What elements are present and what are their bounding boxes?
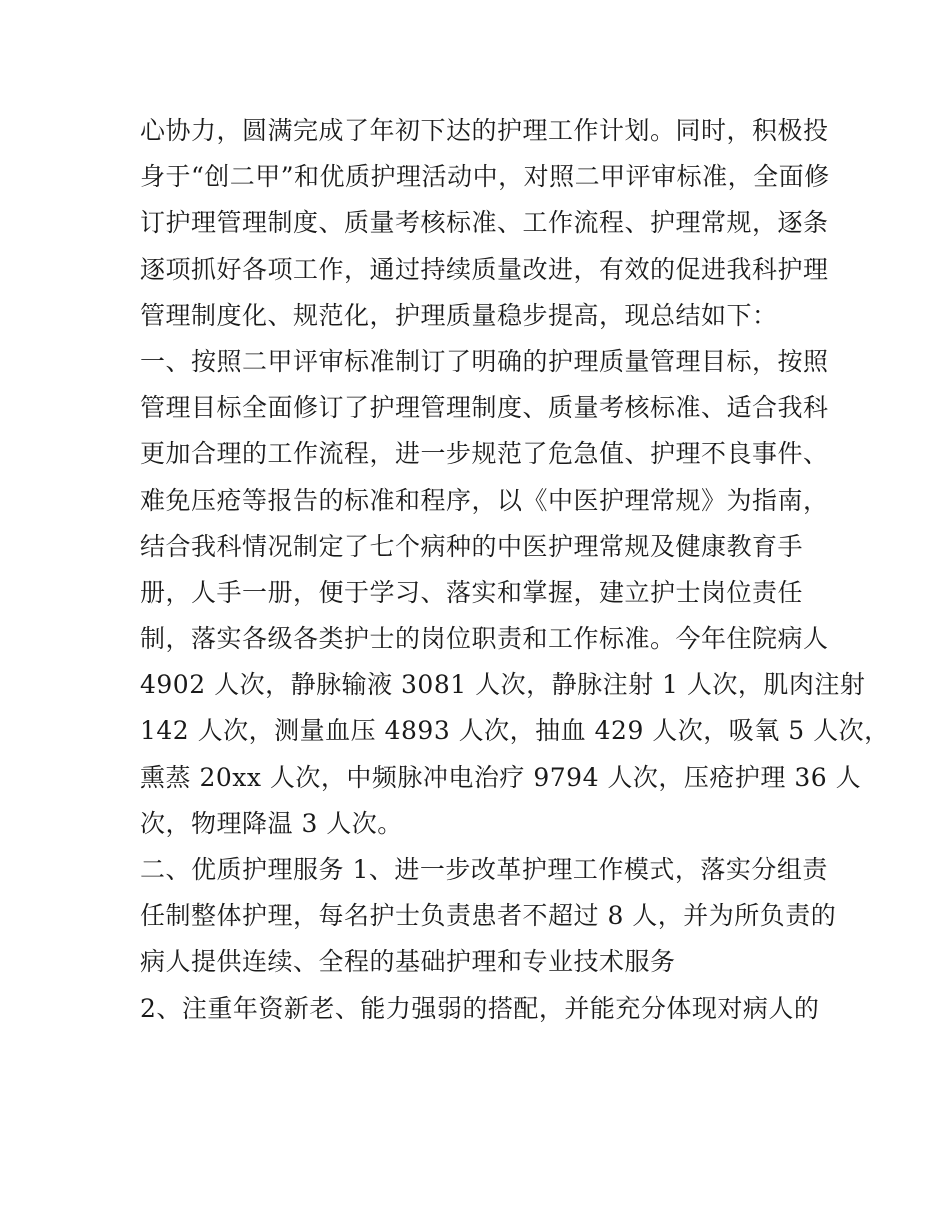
text-line: 管理目标全面修订了护理管理制度、质量考核标准、适合我科	[140, 393, 829, 423]
text-line: 病人提供连续、全程的基础护理和专业技术服务	[140, 947, 676, 977]
text-line: 制，落实各级各类护士的岗位职责和工作标准。今年住院病人	[140, 624, 829, 654]
text-line: 册，人手一册，便于学习、落实和掌握，建立护士岗位责任	[140, 577, 804, 607]
text-line: 结合我科情况制定了七个病种的中医护理常规及健康教育手	[140, 531, 804, 561]
statistics-line: 熏蒸 20xx 人次，中频脉冲电治疗 9794 人次，压疮护理 36 人	[140, 762, 862, 792]
body-text	[140, 108, 890, 1032]
text-line: 更加合理的工作流程，进一步规范了危急值、护理不良事件、	[140, 439, 829, 469]
text-line: 难免压疮等报告的标准和程序，以《中医护理常规》为指南，	[140, 485, 829, 515]
statistics-line: 142 人次，测量血压 4893 人次，抽血 429 人次，吸氧 5 人次，	[140, 716, 890, 746]
text-line: 订护理管理制度、质量考核标准、工作流程、护理常规，逐条	[140, 208, 829, 238]
section-two-heading-line: 二、优质护理服务 1、进一步改革护理工作模式，落实分组责	[140, 855, 828, 884]
text-line: 心协力，圆满完成了年初下达的护理工作计划。同时，积极投	[140, 116, 829, 145]
statistics-line: 4902 人次，静脉输液 3081 人次，静脉注射 1 人次，肌肉注射	[140, 670, 866, 700]
text-line: 逐项抓好各项工作，通过持续质量改进，有效的促进我科护理	[140, 254, 829, 284]
text-line: 任制整体护理，每名护士负责患者不超过 8 人，并为所负责的	[140, 901, 837, 931]
section-one-heading-line: 一、按照二甲评审标准制订了明确的护理质量管理目标，按照	[140, 346, 829, 376]
text-line: 管理制度化、规范化，护理质量稳步提高，现总结如下：	[140, 300, 778, 330]
text-line: 2、注重年资新老、能力强弱的搭配，并能充分体现对病人的	[140, 993, 820, 1023]
text-line: 身于“创二甲”和优质护理活动中，对照二甲评审标准，全面修	[140, 162, 830, 192]
statistics-line: 次，物理降温 3 人次。	[140, 808, 403, 838]
